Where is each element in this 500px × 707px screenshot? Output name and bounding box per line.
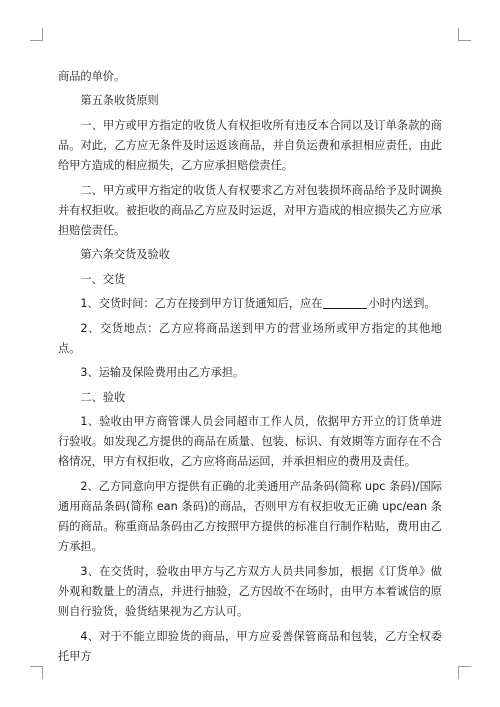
crop-mark-bottom-left — [30, 666, 43, 679]
crop-mark-bottom-right — [458, 666, 471, 679]
subheading-acceptance: 二、验收 — [80, 390, 126, 404]
subheading-delivery: 一、交货 — [80, 272, 126, 286]
crop-mark-top-right — [458, 28, 471, 41]
section-heading-article-5: 第五条收货原则 — [80, 94, 159, 108]
crop-mark-top-left — [30, 28, 43, 41]
paragraph: 4、对于不能立即验货的商品，甲方应妥善保管商品和包装，乙方全权委托甲方 — [58, 629, 442, 663]
paragraph: 2、交货地点：乙方应将商品送到甲方的营业场所或甲方指定的其他地点。 — [58, 321, 442, 355]
delivery-time-text-after: 小时内送到。 — [368, 297, 436, 311]
document-body — [58, 67, 442, 671]
paragraph: 二、甲方或甲方指定的收货人有权要求乙方对包装损坏商品给予及时调换并有权拒收。被拒收的商品乙方应及时运返，对甲方造成的相应损失乙方应承担赔偿责任。 — [58, 183, 442, 237]
paragraph: 1、验收由甲方商管课人员会同超市工作人员，依据甲方开立的订货单进行验收。如发现乙方提供的商品在质量、包装、标识、有效期等方面存在不合格情况，甲方有权拒收，乙方应将商品运回，并承担相应的费用及责任。 — [58, 414, 442, 469]
hours-blank-field — [323, 296, 367, 309]
paragraph-delivery-time — [58, 294, 442, 314]
section-heading-article-6: 第六条交货及验收 — [80, 248, 170, 262]
paragraph: 3、在交货时，验收由甲方与乙方双方人员共同参加，根据《订货单》做外观和数量上的清点，并进行抽验，乙方因故不在场时，由甲方本着诚信的原则自行验货，验货结果视为乙方认可。 — [58, 564, 442, 619]
paragraph: 一、甲方或甲方指定的收货人有权拒收所有违反本合同以及订单条款的商品。对此，乙方应无条件及时运返该商品，并自负运费和承担相应责任，由此给甲方造成的相应损失，乙方应承担赔偿责任。 — [58, 118, 442, 173]
paragraph: 2、乙方同意向甲方提供有正确的北美通用产品条码(简称 upc 条码)/国际通用商品条码(简称 ean 条码)的商品，否则甲方有权拒收无正确 upc/ean 条码的商品。称重商品条码由乙方按照甲方提供的标准自行制作粘贴，费用由乙方承担。 — [58, 479, 442, 554]
delivery-time-text-before: 1、交货时间：乙方在接到甲方订货通知后，应在 — [80, 297, 323, 311]
paragraph: 3、运输及保险费用由乙方承担。 — [80, 366, 245, 380]
paragraph: 商品的单价。 — [58, 70, 126, 83]
